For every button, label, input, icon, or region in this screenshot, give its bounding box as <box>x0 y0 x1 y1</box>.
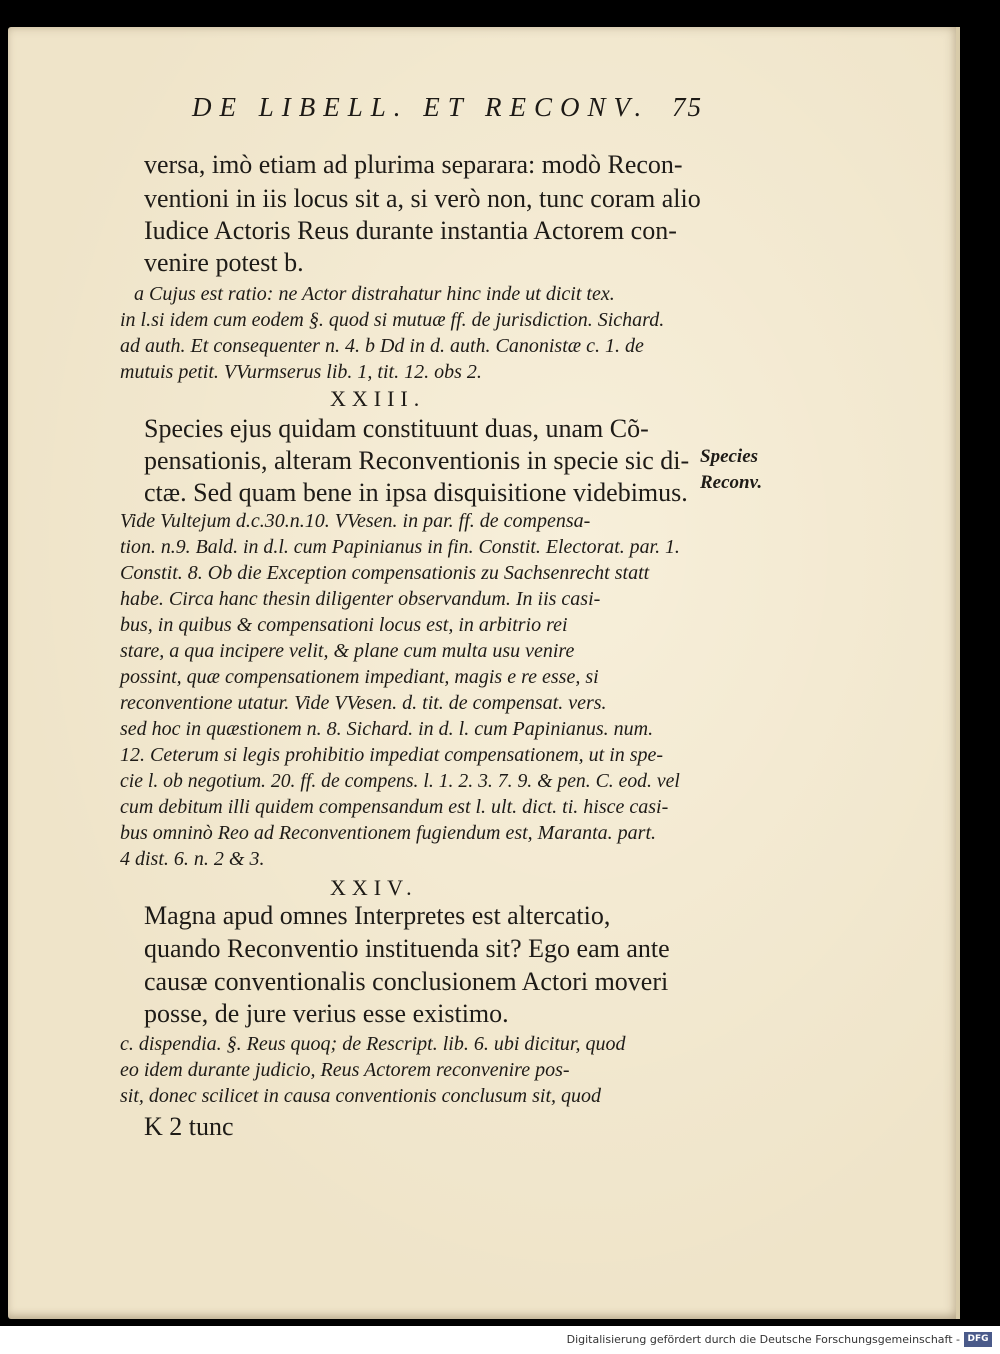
text-line: quando Reconventio instituenda sit? Ego eam ante <box>144 934 670 963</box>
text-line: bus, in quibus & compensationi locus est, in arbitrio rei <box>120 614 568 636</box>
text-line: stare, a qua incipere velit, & plane cum multa usu venire <box>120 640 575 662</box>
text-line: Vide Vultejum d.c.30.n.10. VVesen. in par. ff. de compensa- <box>120 510 591 532</box>
text-line: cum debitum illi quidem compensandum est l. ult. dict. ti. hisce casi- <box>120 796 669 818</box>
text-line: bus omninò Reo ad Reconventionem fugiendum est, Maranta. part. <box>120 822 657 844</box>
marginal-note-line-2: Reconv. <box>700 472 763 493</box>
dfg-logo-icon: DFG <box>964 1332 992 1347</box>
text-line: c. dispendia. §. Reus quoq; de Rescript. lib. 6. ubi dicitur, quod <box>120 1033 626 1055</box>
text-line: Iudice Actoris Reus durante instantia Actorem con- <box>144 216 677 245</box>
text-line: tion. n.9. Bald. in d.l. cum Papinianus in fin. Constit. Electorat. par. 1. <box>120 536 680 558</box>
page-number: 75 <box>672 92 703 122</box>
text-line: sed hoc in quæstionem n. 8. Sichard. in d. l. cum Papinianus. num. <box>120 718 654 740</box>
running-head-title: DE LIBELL. ET RECONV. <box>192 92 650 122</box>
text-line: pensationis, alteram Reconventionis in specie sic di- <box>144 446 690 475</box>
text-line: Magna apud omnes Interpretes est altercatio, <box>144 901 611 930</box>
text-line: 12. Ceterum si legis prohibitio impediat compensationem, ut in spe- <box>120 744 664 766</box>
marginal-note-line-1: Species <box>700 446 759 467</box>
footer-bar <box>0 1326 1000 1354</box>
text-line: venire potest b. <box>144 248 304 277</box>
text-line: Constit. 8. Ob die Exception compensationis zu Sachsenrecht statt <box>120 562 650 584</box>
text-line: ventioni in iis locus sit a, si verò non, tunc coram alio <box>144 184 701 213</box>
text-line: causæ conventionalis conclusionem Actori moveri <box>144 967 669 996</box>
text-line: Species ejus quidam constituunt duas, unam Cõ- <box>144 414 649 443</box>
text-line: cie l. ob negotium. 20. ff. de compens. l. 1. 2. 3. 7. 9. & pen. C. eod. vel <box>120 770 680 792</box>
text-line: ctæ. Sed quam bene in ipsa disquisitione videbimus. <box>144 478 688 507</box>
footer-credit: Digitalisierung gefördert durch die Deutsche Forschungsgemeinschaft - <box>566 1333 960 1346</box>
text-line: in l.si idem cum eodem §. quod si mutuæ ff. de jurisdiction. Sichard. <box>120 309 665 331</box>
text-line: ad auth. Et consequenter n. 4. b Dd in d. auth. Canonistæ c. 1. de <box>120 335 644 357</box>
text-line: XXIII. <box>330 386 426 411</box>
text-line: mutuis petit. VVurmserus lib. 1, tit. 12. obs 2. <box>120 361 482 383</box>
text-line: possint, quæ compensationem impediant, magis e re esse, si <box>120 666 599 688</box>
text-line: sit, donec scilicet in causa conventionis conclusum sit, quod <box>120 1085 602 1107</box>
text-line: eo idem durante judicio, Reus Actorem reconvenire pos- <box>120 1059 570 1081</box>
text-line: posse, de jure verius esse existimo. <box>144 999 509 1028</box>
text-line: a Cujus est ratio: ne Actor distrahatur hinc inde ut dicit tex. <box>134 283 615 305</box>
text-line: XXIV. <box>330 875 418 900</box>
text-line: reconventione utatur. Vide VVesen. d. tit. de compensat. vers. <box>120 692 607 714</box>
text-line: habe. Circa hanc thesin diligenter observandum. In iis casi- <box>120 588 601 610</box>
running-head <box>192 92 732 128</box>
text-line: K 2 tunc <box>144 1112 234 1141</box>
text-line: 4 dist. 6. n. 2 & 3. <box>120 848 265 870</box>
page-edge <box>956 27 960 1319</box>
text-line: versa, imò etiam ad plurima separara: modò Recon- <box>144 150 683 179</box>
